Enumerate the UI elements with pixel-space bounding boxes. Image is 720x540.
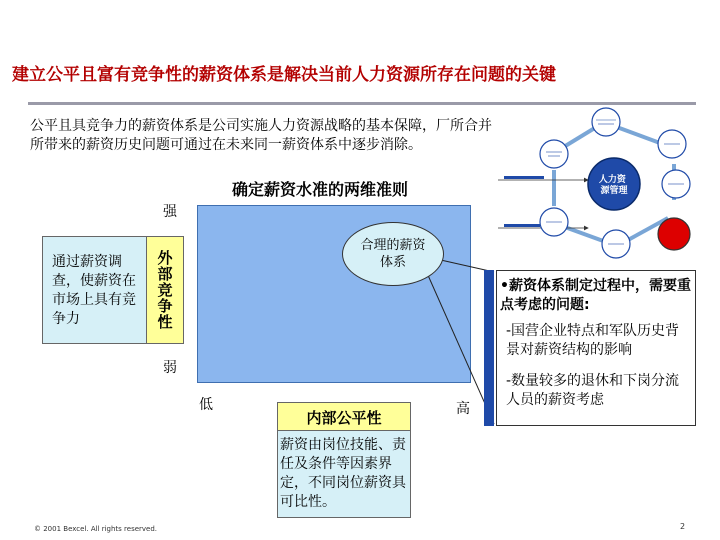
considerations-heading: •薪资体系制定过程中，需要重点考虑的问题: (500, 278, 691, 313)
copyright: © 2001 Bexcel. All rights reserved. (34, 525, 158, 533)
x-axis-low-label: 低 (199, 397, 213, 413)
y-axis-low-label: 弱 (163, 360, 177, 376)
page-number: 2 (680, 522, 686, 531)
external-description: 通过薪资调查，使薪资在市场上具有竞争力 (52, 254, 136, 327)
ellipse-label: 合理的薪资体系 (360, 238, 426, 270)
internal-fairness-label: 内部公平性 (277, 402, 411, 432)
intro-paragraph: 公平且具竞争力的薪资体系是公司实施人力资源战略的基本保障，厂所合并所带来的薪资历史问题可通过在未来同一薪资体系中逐步消除。 (30, 118, 492, 153)
slide-title: 建立公平且富有竞争性的薪资体系是解决当前人力资源所存在问题的关键 (12, 65, 556, 85)
external-label-text: 外部竞争性 (155, 250, 174, 330)
consideration-item: -国营企业特点和军队历史背景对薪资结构的影响 (506, 323, 680, 358)
y-axis-high-label: 强 (163, 204, 177, 220)
internal-description: 薪资由岗位技能、责任及条件等因素界定，不同岗位薪资具可比性。 (280, 437, 406, 510)
reasonable-salary-system-ellipse (342, 222, 444, 286)
consideration-item: -数量较多的退休和下岗分流人员的薪资考虑 (506, 373, 680, 408)
chart-heading: 确定薪资水准的两维准则 (232, 180, 409, 199)
accent-bar (484, 270, 494, 426)
cycle-center-label: 人力资 源管理 (598, 175, 628, 196)
x-axis-high-label: 高 (456, 401, 470, 417)
